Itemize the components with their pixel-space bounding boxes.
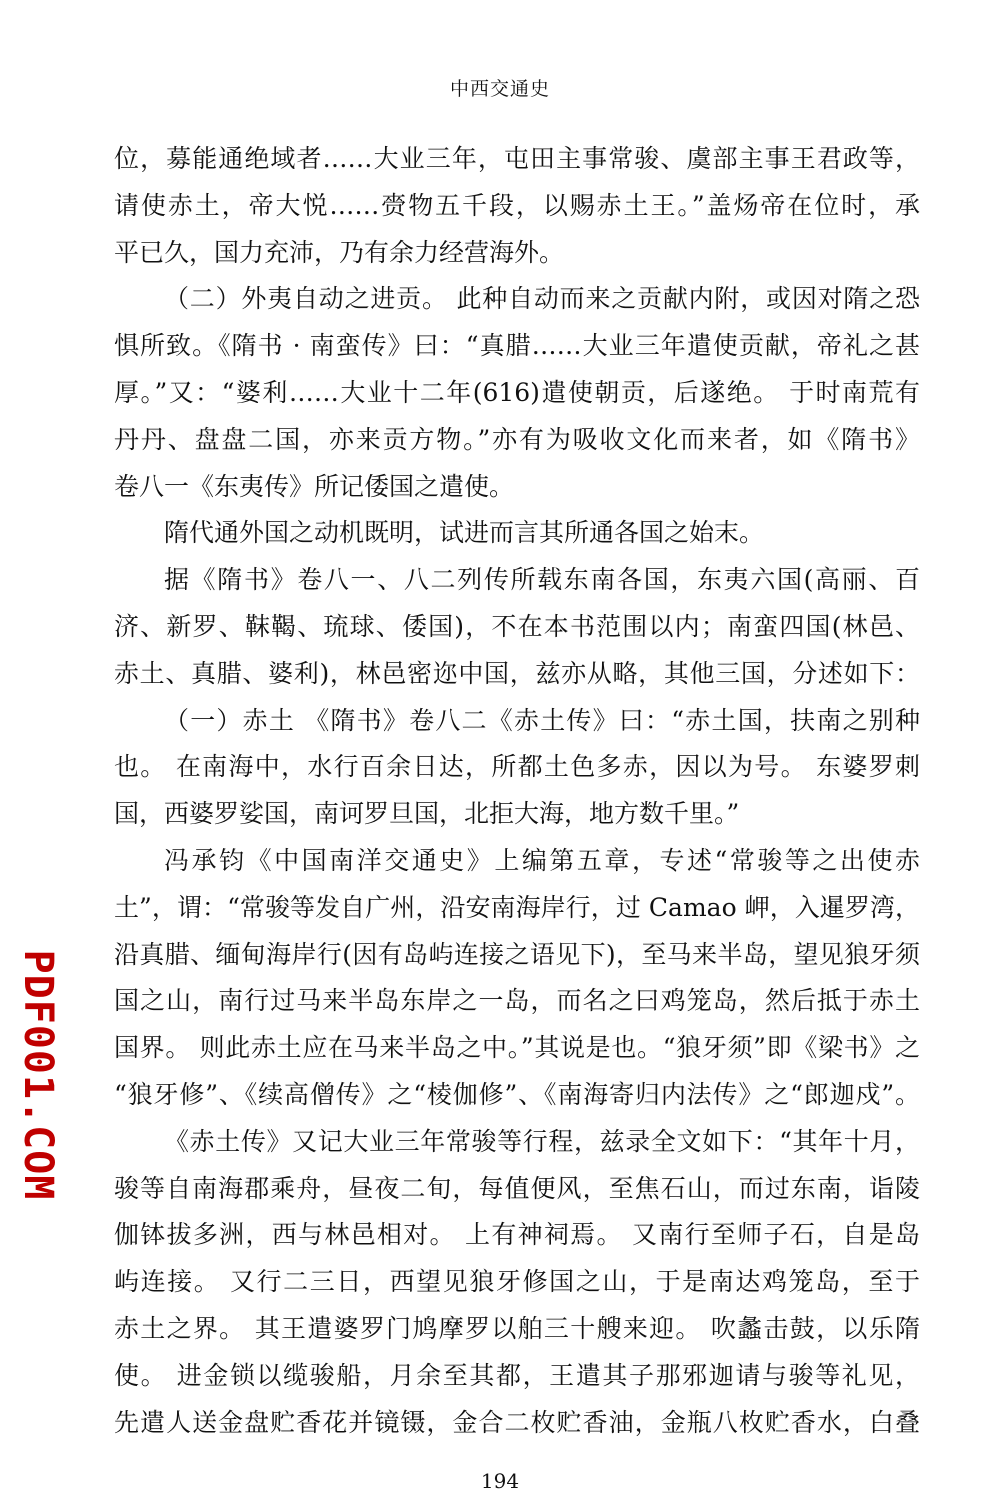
text-line: 土”，谓：“常骏等发自广州，沿安南海岸行，过 Camao 岬，入暹罗湾， [114, 892, 920, 922]
text-line: 请使赤土，帝大悦……赍物五千段，以赐赤土王。”盖炀帝在位时，承 [114, 190, 920, 220]
text-line: 使。 进金锁以缆骏船，月余至其都，王遣其子那邪迦请与骏等礼见， [114, 1360, 920, 1390]
text-line: 赤土、真腊、婆利)，林邑密迩中国，兹亦从略，其他三国，分述如下： [114, 658, 920, 688]
text-line: 也。 在南海中，水行百余日达，所都土色多赤，因以为号。 东婆罗刺 [114, 752, 920, 782]
text-line: 屿连接。 又行二三日，西望见狼牙修国之山，于是南达鸡笼岛，至于 [114, 1267, 920, 1297]
text-line: 济、新罗、靺鞨、琉球、倭国)，不在本书范围以内；南蛮四国(林邑、 [114, 611, 920, 641]
text-line: 冯承钧《中国南洋交通史》上编第五章，专述“常骏等之出使赤 [164, 845, 920, 875]
text-line: 国界。 则此赤土应在马来半岛之中。”其说是也。“狼牙须”即《梁书》之 [114, 1033, 920, 1063]
text-line: 国，西婆罗娑国，南诃罗旦国，北拒大海，地方数千里。” [114, 799, 740, 829]
watermark [16, 950, 60, 1200]
text-line: 丹丹、盘盘二国，亦来贡方物。”亦有为吸收文化而来者，如《隋书》 [114, 424, 920, 454]
text-line: 赤土之界。 其王遣婆罗门鸠摩罗以舶三十艘来迎。 吹蠡击鼓，以乐隋 [114, 1313, 920, 1343]
text-line: 骏等自南海郡乘舟，昼夜二旬，每值便风，至焦石山，而过东南，诣陵 [114, 1173, 920, 1203]
text-line: （二）外夷自动之进贡。 此种自动而来之贡献内附，或因对隋之恐 [164, 284, 920, 314]
text-line: “狼牙修”、《续高僧传》之“棱伽修”、《南海寄归内法传》之“郎迦戍”。 [114, 1079, 920, 1109]
text-line: 国之山，南行过马来半岛东岸之一岛，而名之曰鸡笼岛，然后抵于赤土 [114, 986, 920, 1016]
text-line: （一）赤土 《隋书》卷八二《赤土传》曰：“赤土国，扶南之别种 [164, 705, 920, 735]
page-number: 194 [480, 1469, 520, 1493]
text-line: 卷八一《东夷传》所记倭国之遣使。 [114, 471, 515, 501]
text-line: 《赤土传》又记大业三年常骏等行程，兹录全文如下：“其年十月， [164, 1126, 920, 1156]
text-line: 隋代通外国之动机既明，试进而言其所通各国之始末。 [164, 518, 765, 548]
watermark-text: PDF001.COM [15, 949, 61, 1201]
text-line: 伽钵拔多洲，西与林邑相对。 上有神祠焉。 又南行至师子石，自是岛 [114, 1220, 920, 1250]
text-line: 位，募能通绝域者……大业三年，屯田主事常骏、虞部主事王君政等， [114, 144, 920, 173]
text-line: 先遣人送金盘贮香花并镜镊，金合二枚贮香油，金瓶八枚贮香水，白叠 [114, 1407, 920, 1437]
text-line: 平已久，国力充沛，乃有余力经营海外。 [114, 237, 565, 267]
text-line: 据《隋书》卷八一、八二列传所载东南各国，东夷六国(高丽、百 [164, 565, 920, 595]
body-text [114, 136, 920, 1446]
running-header: 中西交通史 [449, 78, 550, 100]
text-line: 厚。”又：“婆利……大业十二年(616)遣使朝贡，后遂绝。 于时南荒有 [114, 377, 920, 407]
text-line: 沿真腊、缅甸海岸行(因有岛屿连接之语见下)，至马来半岛，望见狼牙须 [114, 939, 920, 969]
text-line: 惧所致。《隋书 · 南蛮传》曰：“真腊……大业三年遣使贡献，帝礼之甚 [114, 331, 920, 361]
